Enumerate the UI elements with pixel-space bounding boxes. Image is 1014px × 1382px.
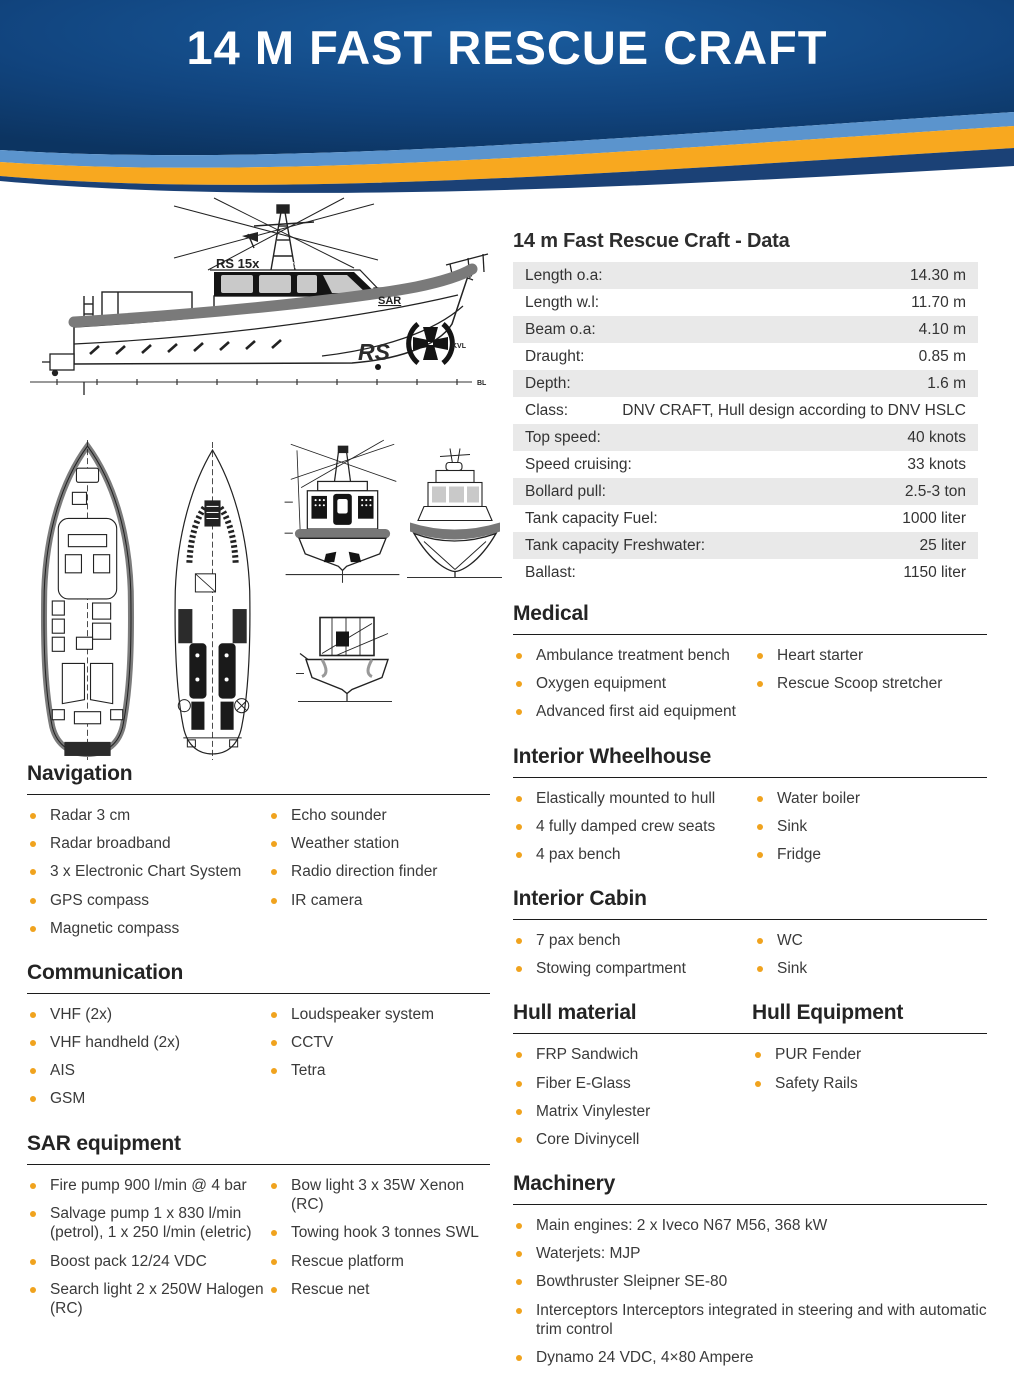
section-navigation: [27, 762, 490, 947]
section-interior-wheelhouse: [513, 745, 987, 874]
list-item: 4 pax bench: [513, 845, 754, 865]
list-item: Safety Rails: [752, 1074, 987, 1094]
list-item: Matrix Vinylester: [513, 1102, 752, 1122]
bullet-icon: [30, 1259, 36, 1265]
list-item: Sink: [754, 817, 987, 837]
data-table-title: 14 m Fast Rescue Craft - Data: [513, 230, 790, 252]
section-communication-title: Communication: [27, 961, 490, 994]
list-item: Radar 3 cm: [27, 806, 268, 826]
data-table-block: [513, 230, 987, 586]
list-item: Rescue Scoop stretcher: [754, 674, 987, 694]
side-view-rs-label: RS: [358, 339, 390, 365]
bullet-icon: [30, 1068, 36, 1074]
hull-equipment-list: [752, 1045, 987, 1093]
bullet-icon: [516, 1223, 522, 1229]
section-communication: [27, 961, 490, 1118]
sar-list-col2: [268, 1176, 490, 1328]
navigation-list-col1: [27, 806, 268, 947]
bullet-icon: [516, 1052, 522, 1058]
section-sar-title: SAR equipment: [27, 1132, 490, 1165]
list-item: Interceptors Interceptors integrated in steering and with automatic trim control: [513, 1301, 987, 1340]
list-item: Stowing compartment: [513, 959, 754, 979]
spec-row: [513, 397, 978, 424]
bullet-icon: [271, 898, 277, 904]
spec-value: 14.30 m: [909, 266, 966, 284]
boat-deck-plan-drawing: [30, 440, 145, 762]
list-item: Radio direction finder: [268, 862, 490, 882]
hull-sections-row: [513, 1001, 987, 1172]
bullet-icon: [516, 1355, 522, 1361]
bullet-icon: [30, 898, 36, 904]
spec-label: Draught:: [525, 347, 585, 365]
wheelhouse-list-col1: [513, 789, 754, 874]
spec-row: [513, 532, 978, 559]
section-sar-equipment: [27, 1132, 490, 1328]
section-interior-cabin: [513, 887, 987, 987]
bullet-icon: [516, 1109, 522, 1115]
spec-value: 25 liter: [919, 536, 966, 554]
side-view-bl-label: BL: [477, 380, 487, 387]
side-view-kvl-label: KVL: [452, 343, 466, 350]
bullet-icon: [30, 1287, 36, 1293]
list-item: Oxygen equipment: [513, 674, 754, 694]
boat-bow-view-drawing: [402, 442, 507, 582]
bullet-icon: [271, 813, 277, 819]
list-item: Boost pack 12/24 VDC: [27, 1252, 268, 1272]
spec-row: [513, 370, 978, 397]
list-item: CCTV: [268, 1033, 490, 1053]
communication-list-col2: [268, 1005, 490, 1118]
spec-value: 4.10 m: [918, 320, 966, 338]
side-view-hull-number: 916 79 65x: [274, 261, 315, 270]
list-item: Ambulance treatment bench: [513, 646, 754, 666]
list-item: 7 pax bench: [513, 931, 754, 951]
bullet-icon: [516, 681, 522, 687]
section-hull-equipment: [752, 1001, 987, 1158]
list-item: Weather station: [268, 834, 490, 854]
section-hull-material: [513, 1001, 752, 1158]
list-item: Dynamo 24 VDC, 4×80 Ampere: [513, 1348, 987, 1368]
technical-drawings: [0, 190, 510, 760]
bullet-icon: [271, 1230, 277, 1236]
bullet-icon: [271, 1183, 277, 1189]
spec-row: [513, 478, 978, 505]
list-item: Heart starter: [754, 646, 987, 666]
bullet-icon: [271, 841, 277, 847]
list-item: Bowthruster Sleipner SE-80: [513, 1272, 987, 1292]
hull-material-list: [513, 1045, 752, 1149]
spec-row: [513, 262, 978, 289]
spec-row: [513, 505, 978, 532]
section-medical-title: Medical: [513, 602, 987, 635]
spec-row: [513, 289, 978, 316]
section-cabin-title: Interior Cabin: [513, 887, 987, 920]
bullet-icon: [757, 938, 763, 944]
list-item: WC: [754, 931, 987, 951]
list-item: Fridge: [754, 845, 987, 865]
spec-value: 1.6 m: [927, 374, 966, 392]
list-item: Towing hook 3 tonnes SWL: [268, 1223, 490, 1243]
list-item: Salvage pump 1 x 830 l/min (petrol), 1 x 250 l/min (eletric): [27, 1204, 268, 1243]
navigation-list-col2: [268, 806, 490, 947]
section-machinery-title: Machinery: [513, 1172, 987, 1205]
bullet-icon: [30, 841, 36, 847]
bullet-icon: [516, 1137, 522, 1143]
spec-label: Top speed:: [525, 428, 601, 446]
spec-row: [513, 343, 978, 370]
bullet-icon: [30, 1012, 36, 1018]
list-item: Main engines: 2 x Iveco N67 M56, 368 kW: [513, 1216, 987, 1236]
list-item: Radar broadband: [27, 834, 268, 854]
bullet-icon: [271, 1040, 277, 1046]
list-item: Core Divinycell: [513, 1130, 752, 1150]
boat-section-view-drawing: [292, 612, 402, 710]
list-item: Bow light 3 x 35W Xenon (RC): [268, 1176, 490, 1215]
machinery-list: [513, 1216, 987, 1368]
list-item: FRP Sandwich: [513, 1045, 752, 1065]
medical-list-col2: [754, 646, 987, 731]
communication-list-col1: [27, 1005, 268, 1118]
bullet-icon: [30, 1040, 36, 1046]
section-machinery: [513, 1172, 987, 1368]
cabin-list-col2: [754, 931, 987, 987]
bullet-icon: [757, 681, 763, 687]
bullet-icon: [757, 966, 763, 972]
list-item: 3 x Electronic Chart System: [27, 862, 268, 882]
list-item: Magnetic compass: [27, 919, 268, 939]
list-item: Water boiler: [754, 789, 987, 809]
side-view-sar-label: SAR: [378, 295, 402, 307]
section-hull-equipment-title: Hull Equipment: [752, 1001, 987, 1034]
bullet-icon: [516, 709, 522, 715]
bullet-icon: [757, 824, 763, 830]
spec-label: Length o.a:: [525, 266, 603, 284]
list-item: Rescue platform: [268, 1252, 490, 1272]
spec-value: 2.5-3 ton: [904, 482, 966, 500]
bullet-icon: [516, 938, 522, 944]
list-item: Search light 2 x 250W Halogen (RC): [27, 1280, 268, 1319]
page-header: [0, 0, 1014, 215]
list-item: Echo sounder: [268, 806, 490, 826]
sar-list-col1: [27, 1176, 268, 1328]
bullet-icon: [516, 1308, 522, 1314]
bullet-icon: [30, 813, 36, 819]
cabin-list-col1: [513, 931, 754, 987]
bullet-icon: [30, 1096, 36, 1102]
boat-side-view-drawing: [22, 196, 500, 406]
section-navigation-title: Navigation: [27, 762, 490, 795]
spec-value: 11.70 m: [911, 293, 966, 311]
bullet-icon: [516, 653, 522, 659]
list-item: Loudspeaker system: [268, 1005, 490, 1025]
bullet-icon: [271, 1068, 277, 1074]
bullet-icon: [516, 1251, 522, 1257]
left-column: [27, 762, 490, 1342]
bullet-icon: [271, 1012, 277, 1018]
right-column: [513, 230, 987, 1382]
list-item: VHF (2x): [27, 1005, 268, 1025]
spec-value: 1000 liter: [902, 509, 966, 527]
list-item: Advanced first aid equipment: [513, 702, 754, 722]
bullet-icon: [271, 869, 277, 875]
spec-label: Length w.l:: [525, 293, 600, 311]
bullet-icon: [30, 926, 36, 932]
section-hull-material-title: Hull material: [513, 1001, 752, 1034]
spec-label: Tank capacity Fuel:: [525, 509, 658, 527]
bullet-icon: [516, 1081, 522, 1087]
spec-label: Beam o.a:: [525, 320, 596, 338]
list-item: Rescue net: [268, 1280, 490, 1300]
bullet-icon: [516, 796, 522, 802]
bullet-icon: [755, 1081, 761, 1087]
boat-below-deck-plan-drawing: [155, 440, 270, 762]
bullet-icon: [516, 852, 522, 858]
bullet-icon: [516, 966, 522, 972]
spec-label: Class:: [525, 401, 569, 419]
spec-label: Depth:: [525, 374, 571, 392]
list-item: Fire pump 900 l/min @ 4 bar: [27, 1176, 268, 1196]
list-item: GSM: [27, 1089, 268, 1109]
bullet-icon: [271, 1259, 277, 1265]
bullet-icon: [30, 1183, 36, 1189]
section-wheelhouse-title: Interior Wheelhouse: [513, 745, 987, 778]
spec-row: [513, 424, 978, 451]
list-item: Elastically mounted to hull: [513, 789, 754, 809]
spec-value: DNV CRAFT, Hull design according to DNV HSLC: [622, 401, 966, 419]
spec-table: [513, 262, 978, 586]
bullet-icon: [30, 869, 36, 875]
list-item: IR camera: [268, 891, 490, 911]
spec-label: Tank capacity Freshwater:: [525, 536, 706, 554]
bullet-icon: [757, 796, 763, 802]
spec-value: 1150 liter: [903, 563, 966, 581]
list-item: 4 fully damped crew seats: [513, 817, 754, 837]
list-item: Fiber E-Glass: [513, 1074, 752, 1094]
spec-row: [513, 451, 978, 478]
bullet-icon: [516, 824, 522, 830]
list-item: VHF handheld (2x): [27, 1033, 268, 1053]
page-title: 14 M FAST RESCUE CRAFT: [186, 21, 828, 74]
section-medical: [513, 602, 987, 731]
list-item: AIS: [27, 1061, 268, 1081]
medical-list-col1: [513, 646, 754, 731]
bullet-icon: [271, 1287, 277, 1293]
list-item: Sink: [754, 959, 987, 979]
list-item: Tetra: [268, 1061, 490, 1081]
spec-label: Ballast:: [525, 563, 576, 581]
bullet-icon: [516, 1279, 522, 1285]
list-item: Waterjets: MJP: [513, 1244, 987, 1264]
spec-value: 40 knots: [907, 428, 966, 446]
spec-row: [513, 316, 978, 343]
side-view-boat-code: RS 15x: [216, 256, 260, 271]
list-item: GPS compass: [27, 891, 268, 911]
bullet-icon: [30, 1211, 36, 1217]
list-item: PUR Fender: [752, 1045, 987, 1065]
bullet-icon: [757, 852, 763, 858]
spec-value: 33 knots: [907, 455, 966, 473]
spec-row: [513, 559, 978, 586]
spec-label: Speed cruising:: [525, 455, 632, 473]
boat-stern-view-drawing: [280, 438, 405, 588]
bullet-icon: [755, 1052, 761, 1058]
wheelhouse-list-col2: [754, 789, 987, 874]
bullet-icon: [757, 653, 763, 659]
spec-value: 0.85 m: [918, 347, 966, 365]
spec-label: Bollard pull:: [525, 482, 606, 500]
